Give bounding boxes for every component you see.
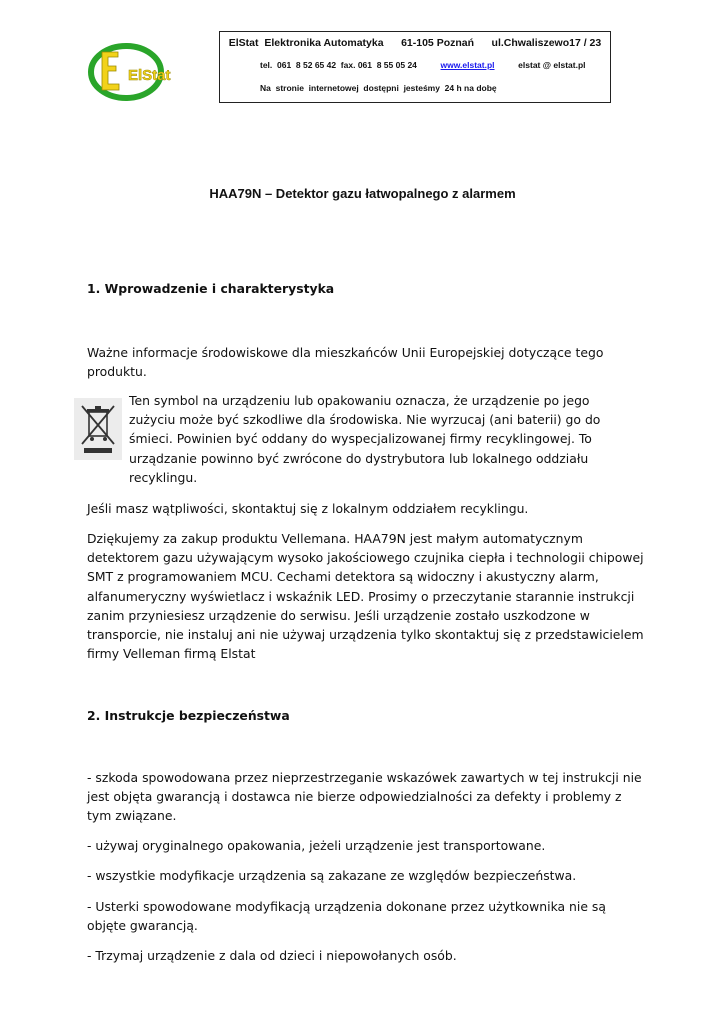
- product-description: Dziękujemy za zakup produktu Vellemana. HAA79N jest małym automatycznym detektorem gazu używającym wysoko jakościowego czujnika ciepła i technologii chipowej SMT z programowaniem MCU. Cechami detektora są widoczny i akustyczny alarm, alfanumeryczny wyświetlacz i wskaźnik LED. Prosimy o przeczytanie starannie instrukcji zanim przyniesiesz urządzenie do serwisu. Jeśli urządzenie zostało uszkodzone w transporcie, nie instaluj ani nie używaj urządzenia tylko skontaktuj się z przedstawicielem firmy Velleman firmą Elstat: [87, 531, 644, 662]
- section1-heading: 1. Wprowadzenie i charakterystyka: [87, 281, 335, 296]
- availability-line: Na stronie internetowej dostępni jesteśmy 24 h na dobę: [260, 83, 497, 93]
- phone-fax: tel. 061 8 52 65 42 fax. 061 8 55 05 24: [260, 60, 417, 70]
- weee-bin-icon: [74, 398, 122, 460]
- safety-item: - szkoda spowodowana przez nieprzestrzeganie wskazówek zawartych w tej instrukcji nie jest objęta gwarancją i dostawca nie bierze odpowiedzialności za defekty i problemy z tym związane.: [87, 770, 642, 824]
- safety-item: - Trzymaj urządzenie z dala od dzieci i niepowołanych osób.: [87, 948, 457, 963]
- email: elstat @ elstat.pl: [518, 60, 586, 70]
- weee-symbol-text: Ten symbol na urządzeniu lub opakowaniu oznacza, że urządzenie po jego zużyciu może być szkodliwe dla środowiska. Nie wyrzucaj (ani baterii) go do śmieci. Powinien być oddany do wyspecjalizowanej firmy recyklingowej. To urządzanie powinno być zwrócone do dystrybutora lub lokalnego oddziału recyklingu.: [129, 393, 601, 485]
- environment-intro: Ważne informacje środowiskowe dla mieszkańców Unii Europejskiej dotyczące tego produktu.: [87, 345, 604, 380]
- safety-item: - Usterki spowodowane modyfikacją urządzenia dokonane przez użytkownika nie są objęte gwarancją.: [87, 899, 606, 934]
- recycling-doubts: Jeśli masz wątpliwości, skontaktuj się z lokalnym oddziałem recyklingu.: [87, 501, 529, 516]
- section2-heading: 2. Instrukcje bezpieczeństwa: [87, 708, 290, 723]
- contact-line: [260, 60, 586, 70]
- logo-text: ElStat: [128, 67, 171, 84]
- safety-item: - używaj oryginalnego opakowania, jeżeli urządzenie jest transportowane.: [87, 838, 546, 853]
- safety-item: - wszystkie modyfikacje urządzenia są zakazane ze względów bezpieczeństwa.: [87, 868, 577, 883]
- header-contact-box: [219, 31, 611, 103]
- website-link[interactable]: www.elstat.pl: [440, 60, 495, 70]
- company-line: ElStat Elektronika Automatyka 61-105 Poznań ul.Chwaliszewo17 / 23: [228, 37, 602, 49]
- document-title: HAA79N – Detektor gazu łatwopalnego z alarmem: [209, 186, 516, 201]
- elstat-logo: [88, 40, 171, 104]
